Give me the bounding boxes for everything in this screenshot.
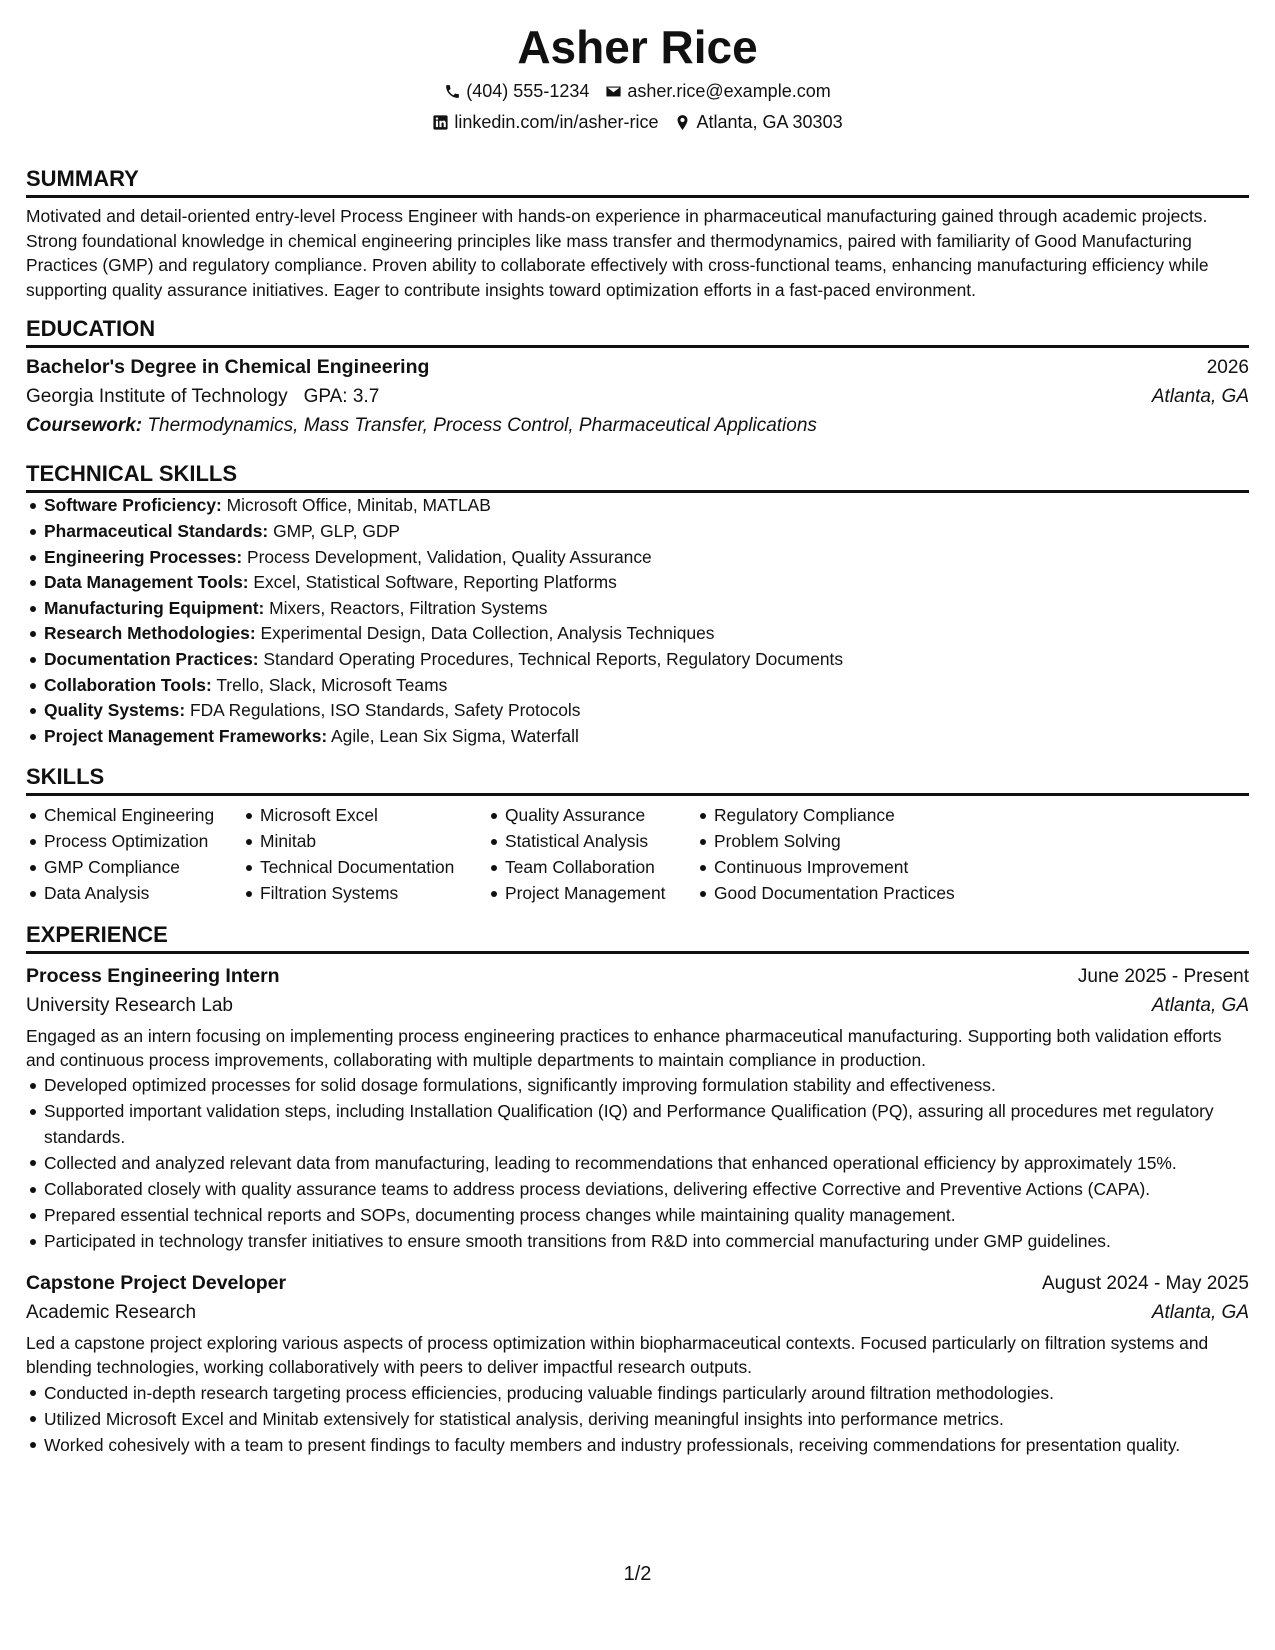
list-item: Good Documentation Practices <box>714 881 1014 907</box>
phone-icon <box>444 83 461 100</box>
list-item <box>44 698 1249 724</box>
list-item: Developed optimized processes for solid dosage formulations, significantly improving formulation stability and effectiveness. <box>44 1073 1249 1099</box>
summary-text: Motivated and detail-oriented entry-level Process Engineer with hands-on experience in pharmaceutical manufacturing gained through academic projects. Strong foundational knowledge in chemical engineering principles like mass transfer and thermodynamics, paired with familiarity of Good Manufacturing Practices (GMP) and regulatory compliance. Proven ability to collaborate effectively with cross-functional teams, enhancing manufacturing efficiency while supporting quality assurance initiatives. Eager to contribute insights toward optimization efforts in a fast-paced environment. <box>26 206 1209 300</box>
list-item: Collaborated closely with quality assurance teams to address process deviations, delivering effective Corrective and Preventive Actions (CAPA). <box>44 1177 1249 1203</box>
job-title: Process Engineering Intern <box>26 964 280 987</box>
skills-column <box>242 803 487 906</box>
skill-value: Experimental Design, Data Collection, Analysis Techniques <box>260 623 715 644</box>
gpa: GPA: 3.7 <box>303 386 380 408</box>
list-item <box>44 570 1249 596</box>
summary-section <box>26 166 1249 302</box>
skill-value: Agile, Lean Six Sigma, Waterfall <box>331 725 579 746</box>
technical-skills-section <box>26 461 1249 749</box>
skill-label: Documentation Practices: <box>44 648 259 669</box>
experience-sub <box>26 1298 1249 1327</box>
phone <box>444 78 589 104</box>
linkedin-text[interactable]: linkedin.com/in/asher-rice <box>454 112 659 132</box>
list-item: Microsoft Excel <box>260 803 487 829</box>
graduation-year: 2026 <box>1206 357 1249 379</box>
email[interactable] <box>605 78 830 104</box>
skill-value: Standard Operating Procedures, Technical Reports, Regulatory Documents <box>263 648 844 669</box>
education-section <box>26 316 1249 441</box>
list-item: Conducted in-depth research targeting process efficiencies, producing valuable findings particularly around filtration methodologies. <box>44 1380 1249 1406</box>
linkedin[interactable] <box>432 109 658 135</box>
experience-head <box>26 962 1249 991</box>
job-bullets <box>26 1380 1249 1458</box>
list-item <box>44 673 1249 699</box>
skill-label: Collaboration Tools: <box>44 674 212 695</box>
skill-label: Manufacturing Equipment: <box>44 597 265 618</box>
list-item: Data Analysis <box>44 881 242 907</box>
list-item: Worked cohesively with a team to present findings to faculty members and industry professionals, receiving commendations for presentation quality. <box>44 1432 1249 1458</box>
list-item: Continuous Improvement <box>714 855 1014 881</box>
experience-entry <box>26 1269 1249 1458</box>
envelope-icon <box>605 83 622 100</box>
experience-head <box>26 1269 1249 1298</box>
resume-header <box>26 20 1249 135</box>
experience-section <box>26 922 1249 1459</box>
map-pin-icon <box>674 114 691 131</box>
degree: Bachelor's Degree in Chemical Engineering <box>26 356 430 379</box>
summary-heading: SUMMARY <box>26 166 1249 198</box>
skill-label: Software Proficiency: <box>44 495 222 516</box>
employer: Academic Research <box>26 1301 197 1323</box>
list-item: Utilized Microsoft Excel and Minitab extensively for statistical analysis, deriving meaningful insights into performance metrics. <box>44 1406 1249 1432</box>
skills-section <box>26 764 1249 906</box>
skill-label: Quality Systems: <box>44 700 186 721</box>
list-item <box>44 621 1249 647</box>
education-heading: EDUCATION <box>26 316 1249 348</box>
job-title: Capstone Project Developer <box>26 1271 287 1294</box>
skill-value: Excel, Statistical Software, Reporting Platforms <box>253 572 617 593</box>
technical-skills-list <box>26 493 1249 749</box>
education-location: Atlanta, GA <box>1151 386 1249 408</box>
skill-label: Project Management Frameworks: <box>44 725 328 746</box>
contact-row-1 <box>26 78 1249 104</box>
job-location: Atlanta, GA <box>1151 994 1249 1016</box>
list-item: Process Optimization <box>44 829 242 855</box>
coursework-label: Coursework: <box>26 415 143 437</box>
linkedin-icon <box>432 114 449 131</box>
education-sub <box>26 382 1249 411</box>
education-head <box>26 353 1249 382</box>
school-line <box>26 382 379 411</box>
skill-value: Process Development, Validation, Quality Assurance <box>246 546 652 567</box>
list-item: GMP Compliance <box>44 855 242 881</box>
contact-row-2 <box>26 109 1249 135</box>
email-text[interactable]: asher.rice@example.com <box>627 81 831 101</box>
experience-sub <box>26 991 1249 1020</box>
list-item: Team Collaboration <box>505 855 696 881</box>
list-item <box>44 596 1249 622</box>
job-bullets <box>26 1073 1249 1255</box>
school: Georgia Institute of Technology <box>26 386 288 408</box>
job-location: Atlanta, GA <box>1151 1301 1249 1323</box>
list-item <box>44 519 1249 545</box>
skills-column <box>696 803 1014 906</box>
list-item: Chemical Engineering <box>44 803 242 829</box>
location-text: Atlanta, GA 30303 <box>696 112 843 132</box>
list-item <box>44 647 1249 673</box>
list-item: Technical Documentation <box>260 855 487 881</box>
skills-heading: SKILLS <box>26 764 1249 796</box>
list-item: Participated in technology transfer initiatives to ensure smooth transitions from R&D into commercial manufacturing under GMP guidelines. <box>44 1229 1249 1255</box>
technical-skills-heading: TECHNICAL SKILLS <box>26 461 1249 493</box>
location <box>674 109 842 135</box>
skill-value: GMP, GLP, GDP <box>273 520 401 541</box>
job-dates: August 2024 - May 2025 <box>1041 1272 1249 1294</box>
job-description: Engaged as an intern focusing on implementing process engineering practices to enhance pharmaceutical manufacturing. Supporting both validation efforts and continuous process improvements, collaborating with multiple departments to maintain compliance in production. <box>26 1025 1222 1071</box>
list-item <box>44 724 1249 750</box>
coursework-text: Thermodynamics, Mass Transfer, Process Control, Pharmaceutical Applications <box>147 415 817 437</box>
list-item: Statistical Analysis <box>505 829 696 855</box>
list-item: Supported important validation steps, including Installation Qualification (IQ) and Performance Qualification (PQ), assuring all procedures met regulatory standards. <box>44 1099 1249 1151</box>
list-item: Regulatory Compliance <box>714 803 1014 829</box>
skills-column <box>26 803 242 906</box>
list-item: Minitab <box>260 829 487 855</box>
skills-column <box>487 803 696 906</box>
list-item <box>44 545 1249 571</box>
skill-value: Mixers, Reactors, Filtration Systems <box>269 597 548 618</box>
experience-entry <box>26 962 1249 1255</box>
skill-value: Trello, Slack, Microsoft Teams <box>216 674 448 695</box>
job-description: Led a capstone project exploring various aspects of process optimization within biopharmaceutical contexts. Focused particularly on filtration systems and blending technologies, working collaboratively with peers to deliver impactful research outputs. <box>26 1332 1209 1378</box>
job-dates: June 2025 - Present <box>1077 965 1249 987</box>
list-item: Prepared essential technical reports and SOPs, documenting process changes while maintaining quality management. <box>44 1203 1249 1229</box>
coursework <box>26 411 1249 441</box>
employer: University Research Lab <box>26 994 233 1016</box>
phone-text: (404) 555-1234 <box>466 81 590 101</box>
education-entry <box>26 353 1249 441</box>
list-item: Problem Solving <box>714 829 1014 855</box>
skill-label: Research Methodologies: <box>44 623 256 644</box>
list-item: Filtration Systems <box>260 881 487 907</box>
list-item <box>44 493 1249 519</box>
skill-label: Pharmaceutical Standards: <box>44 520 269 541</box>
page-number: 1/2 <box>623 1563 652 1585</box>
candidate-name: Asher Rice <box>517 21 758 73</box>
skill-value: FDA Regulations, ISO Standards, Safety Protocols <box>189 700 581 721</box>
skill-label: Engineering Processes: <box>44 546 243 567</box>
list-item: Collected and analyzed relevant data from manufacturing, leading to recommendations that enhanced operational efficiency by approximately 15%. <box>44 1150 1249 1176</box>
list-item: Project Management <box>505 881 696 907</box>
resume-page <box>26 20 1249 1458</box>
list-item: Quality Assurance <box>505 803 696 829</box>
skill-label: Data Management Tools: <box>44 572 249 593</box>
experience-heading: EXPERIENCE <box>26 922 1249 954</box>
skill-value: Microsoft Office, Minitab, MATLAB <box>226 495 491 516</box>
skills-grid <box>26 803 1249 906</box>
